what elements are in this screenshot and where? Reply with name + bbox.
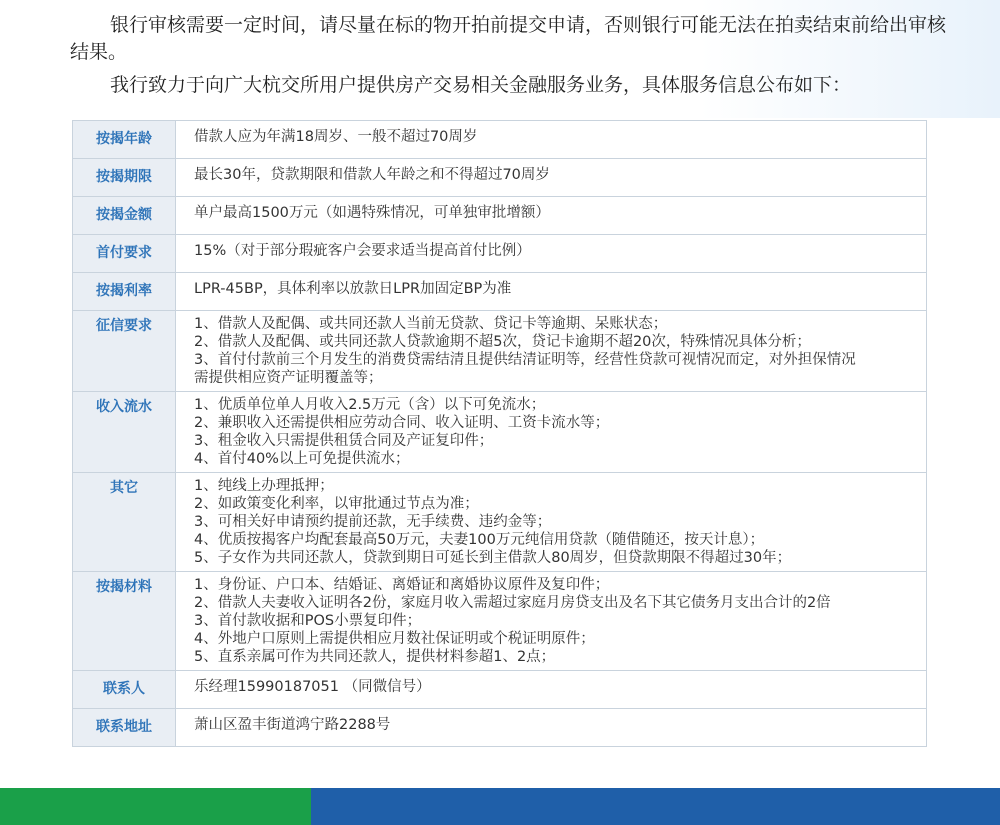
row-value-line: 5、直系亲属可作为共同还款人，提供材料参超1、2点；: [194, 649, 556, 665]
row-value-line: 3、首付付款前三个月发生的消费贷需结清且提供结清证明等，经营性贷款可视情况而定，对外担保情况: [194, 352, 856, 368]
row-value: [176, 473, 927, 572]
table-row: [73, 235, 927, 273]
row-value-line: 1、优质单位单人月收入2.5万元（含）以下可免流水；: [194, 397, 546, 413]
row-value: [176, 197, 927, 235]
intro-section: [0, 0, 1000, 118]
row-value: [176, 159, 927, 197]
table-row: [73, 709, 927, 747]
row-value: [176, 671, 927, 709]
table-row: [73, 473, 927, 572]
row-value-line: 15%（对于部分瑕疵客户会要求适当提高首付比例）: [194, 243, 531, 259]
row-label: 首付要求: [73, 235, 176, 273]
row-value-line: 单户最高1500万元（如遇特殊情况，可单独审批增额）: [194, 205, 550, 221]
row-value: [176, 273, 927, 311]
footer-bar-blue: [311, 788, 1000, 825]
row-value: [176, 572, 927, 671]
row-value-line: 3、可相关好申请预约提前还款，无手续费、违约金等；: [194, 514, 552, 530]
table-row: [73, 197, 927, 235]
row-value-line: 4、优质按揭客户均配套最高50万元，夫妻100万元纯信用贷款（随借随还，按天计息）；: [194, 532, 765, 548]
intro-paragraph-service: 我行致力于向广大杭交所用户提供房产交易相关金融服务业务，具体服务信息公布如下：: [110, 74, 852, 96]
table-row: [73, 572, 927, 671]
row-label: 其它: [73, 473, 176, 572]
row-label: 联系地址: [73, 709, 176, 747]
row-value-line: 2、借款人夫妻收入证明各2份，家庭月收入需超过家庭月房贷支出及名下其它债务月支出合计的2倍: [194, 595, 831, 611]
footer-bar-green: [0, 788, 311, 825]
row-value-line: 4、外地户口原则上需提供相应月数社保证明或个税证明原件；: [194, 631, 595, 647]
row-label: 按揭金额: [73, 197, 176, 235]
service-info-table: [72, 120, 927, 747]
row-value-line: 1、身份证、户口本、结婚证、离婚证和离婚协议原件及复印件；: [194, 577, 610, 593]
table-row: [73, 311, 927, 392]
row-value: [176, 121, 927, 159]
row-label: 收入流水: [73, 392, 176, 473]
row-value: [176, 709, 927, 747]
row-value-line: 2、借款人及配偶、或共同还款人贷款逾期不超5次，贷记卡逾期不超20次，特殊情况具体分析；: [194, 334, 811, 350]
row-value-line: 3、租金收入只需提供租赁合同及产证复印件；: [194, 433, 494, 449]
row-value-line: 1、借款人及配偶、或共同还款人当前无贷款、贷记卡等逾期、呆账状态；: [194, 316, 668, 332]
row-value-line: LPR-45BP，具体利率以放款日LPR加固定BP为准: [194, 281, 512, 297]
intro-paragraph-notice: 银行审核需要一定时间，请尽量在标的物开拍前提交申请，否则银行可能无法在拍卖结束前给出审核结果。: [70, 14, 947, 63]
row-value-line: 1、纯线上办理抵押；: [194, 478, 334, 494]
row-value-line: 2、如政策变化利率，以审批通过节点为准；: [194, 496, 479, 512]
row-value-line: 3、首付款收据和POS小票复印件；: [194, 613, 422, 629]
row-label: 联系人: [73, 671, 176, 709]
row-value-line: 需提供相应资产证明覆盖等；: [194, 370, 383, 386]
row-value-line: 萧山区盈丰街道鸿宁路2288号: [194, 717, 391, 733]
table-row: [73, 273, 927, 311]
table-row: [73, 121, 927, 159]
row-label: 征信要求: [73, 311, 176, 392]
row-label: 按揭利率: [73, 273, 176, 311]
row-value-line: 4、首付40%以上可免提供流水；: [194, 451, 410, 467]
table-row: [73, 392, 927, 473]
row-label: 按揭期限: [73, 159, 176, 197]
row-value-line: 2、兼职收入还需提供相应劳动合同、收入证明、工资卡流水等；: [194, 415, 610, 431]
table-row: [73, 159, 927, 197]
row-value-line: 借款人应为年满18周岁、一般不超过70周岁: [194, 129, 478, 145]
row-value: [176, 311, 927, 392]
row-label: 按揭材料: [73, 572, 176, 671]
row-value-line: 乐经理15990187051 （同微信号）: [194, 679, 431, 695]
row-value-line: 5、子女作为共同还款人，贷款到期日可延长到主借款人80周岁，但贷款期限不得超过30年；: [194, 550, 792, 566]
row-value: [176, 235, 927, 273]
row-value: [176, 392, 927, 473]
row-value-line: 最长30年，贷款期限和借款人年龄之和不得超过70周岁: [194, 167, 550, 183]
footer-color-bar: [0, 788, 1000, 825]
row-label: 按揭年龄: [73, 121, 176, 159]
table-row: [73, 671, 927, 709]
